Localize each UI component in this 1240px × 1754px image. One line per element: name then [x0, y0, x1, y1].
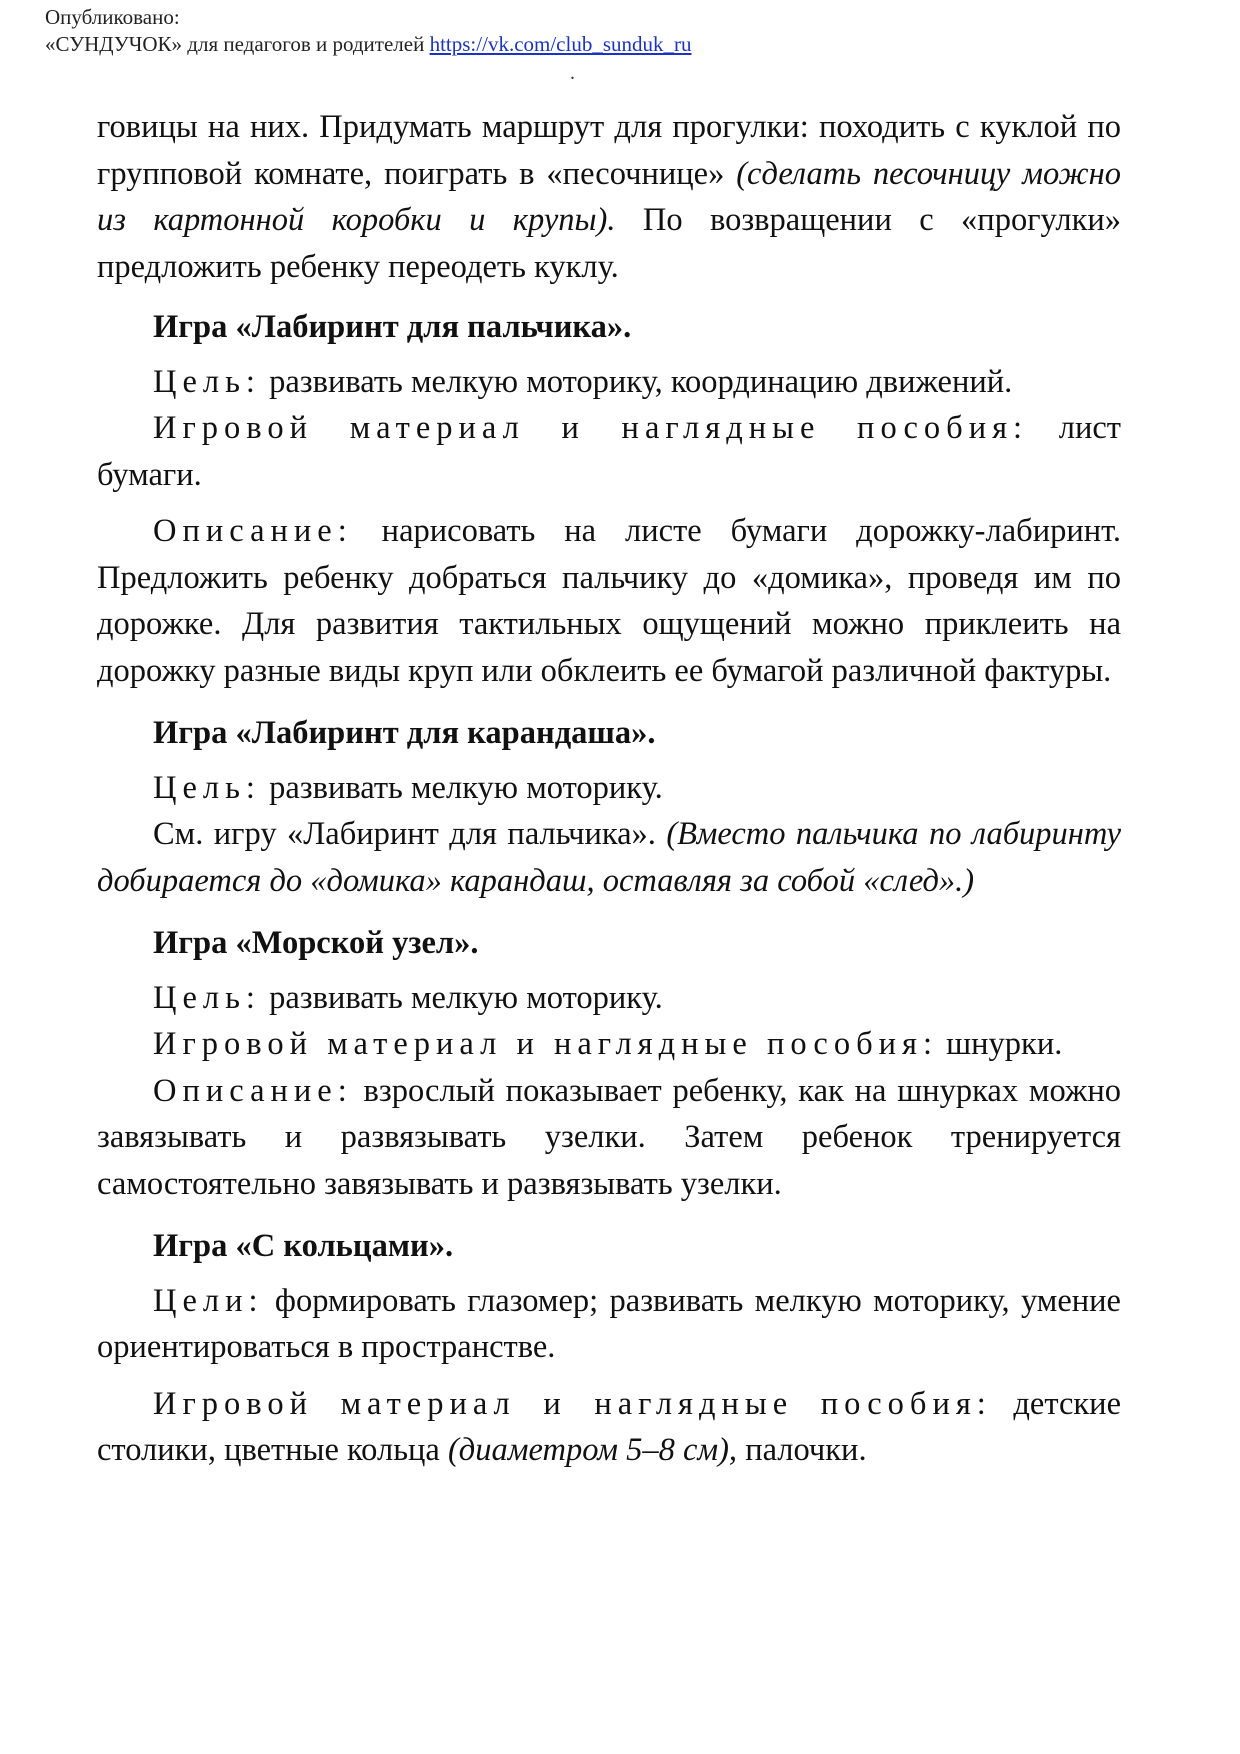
- publisher-line: [45, 31, 692, 58]
- published-label: Опубликовано:: [45, 5, 180, 29]
- game-material: Игровой материал и наглядные пособия: детские столики, цветные кольца (диаметром 5–8 см), палочки.: [97, 1385, 1121, 1468]
- game-goal: Цель: развивать мелкую моторику, координацию движений.: [153, 363, 1013, 400]
- game-description: Описание: нарисовать на листе бумаги дорожку-лабиринт. Предложить ребенку добраться пальчику до «домика», проведя им по дорожке. Для развития тактильных ощущений можно приклеить на дорожку разные виды круп или обклеить ее бумагой различной фактуры.: [97, 513, 1121, 689]
- game-material: Игровой материал и наглядные пособия: шнурки.: [153, 1026, 1063, 1062]
- publisher-link[interactable]: https://vk.com/club_sunduk_ru: [429, 32, 692, 56]
- game-title-finger-maze: Игра «Лабиринт для пальчика».: [153, 309, 632, 345]
- game-goal: Цель: развивать мелкую моторику.: [153, 979, 663, 1016]
- page-mark: .: [570, 62, 575, 84]
- game-goal: Цели: формировать глазомер; развивать мелкую моторику, умение ориентироваться в пространстве.: [97, 1282, 1121, 1365]
- publication-header: [45, 4, 692, 58]
- intro-paragraph: говицы на них. Придумать маршрут для прогулки: походить с куклой по групповой комнате, поиграть в «песочнице» (сделать песочницу можно из картонной коробки и крупы). По возвращении с «прогулки» предложить ребенку переодеть куклу.: [97, 109, 1121, 285]
- game-description: Описание: взрослый показывает ребенку, как на шнурках можно завязывать и развязывать узелки. Затем ребенок тренируется самостоятельно завязывать и развязывать узелки.: [97, 1072, 1121, 1202]
- game-see-also: См. игру «Лабиринт для пальчика». (Вместо пальчика по лабиринту добирается до «домика» карандаш, оставляя за собой «след».): [97, 816, 1121, 899]
- game-title-rings: Игра «С кольцами».: [153, 1228, 454, 1264]
- game-goal: Цель: развивать мелкую моторику.: [153, 769, 663, 806]
- document-body: [97, 104, 1121, 1474]
- publisher-name: «СУНДУЧОК» для педагогов и родителей: [45, 32, 425, 56]
- game-title-sea-knot: Игра «Морской узел».: [153, 925, 479, 961]
- game-material: Игровой материал и наглядные пособия: лист бумаги.: [97, 410, 1121, 493]
- game-title-pencil-maze: Игра «Лабиринт для карандаша».: [153, 715, 656, 751]
